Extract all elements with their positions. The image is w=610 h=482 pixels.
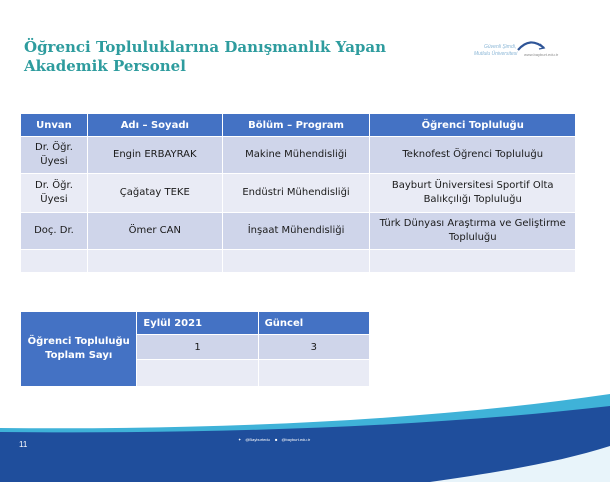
table-row [21, 213, 576, 250]
logo-url: www.bayburt.edu.tr [524, 52, 559, 57]
column-header-department: Bölüm – Program [222, 114, 370, 137]
advisors-table [20, 113, 576, 273]
cell-club: Türk Dünyası Araştırma ve Geliştirme Topluluğu [370, 213, 576, 250]
column-header-current: Güncel [258, 312, 369, 335]
cell-title: Dr. Öğr. Üyesi [21, 137, 88, 174]
column-header-club: Öğrenci Topluluğu [370, 114, 576, 137]
value-september-2021: 1 [137, 335, 258, 360]
table-row [21, 174, 576, 213]
table-row [21, 250, 576, 273]
cell-name: Ömer CAN [87, 213, 222, 250]
cell-department: İnşaat Mühendisliği [222, 213, 370, 250]
logo-line2: Mutlulu Üniversitesi [474, 51, 518, 57]
cell-club: Teknofest Öğrenci Topluluğu [370, 137, 576, 174]
cell-club [370, 250, 576, 273]
column-header-name: Adı – Soyadı [87, 114, 222, 137]
empty-cell [137, 360, 258, 387]
cell-title: Dr. Öğr. Üyesi [21, 174, 88, 213]
cell-department [222, 250, 370, 273]
column-header-title: Unvan [21, 114, 88, 137]
cell-name [87, 250, 222, 273]
university-logo [470, 38, 570, 66]
cell-club: Bayburt Üniversitesi Sportif Olta Balıkçılığı Topluluğu [370, 174, 576, 213]
logo-line1: Güvenli Şimdi, [484, 44, 517, 50]
facebook-handle[interactable]: @bayburt.edu.tr [281, 437, 311, 442]
table-header-row [21, 114, 576, 137]
count-header-row [21, 312, 370, 335]
cell-name: Çağatay TEKE [87, 174, 222, 213]
facebook-icon: ■ [275, 437, 278, 442]
page-number: 11 [19, 440, 28, 449]
cell-title: Doç. Dr. [21, 213, 88, 250]
slide-title: Öğrenci Topluluklarına Danışmanlık Yapan Akademik Personel [24, 38, 387, 75]
twitter-handle[interactable]: @Bayburtedu [245, 437, 270, 442]
cell-department: Makine Mühendisliği [222, 137, 370, 174]
row-header-total-clubs: Öğrenci Topluluğu Toplam Sayı [21, 312, 137, 387]
social-links [238, 437, 314, 442]
twitter-icon: ✦ [238, 437, 242, 442]
table-row [21, 137, 576, 174]
logo-arc-icon [516, 38, 546, 52]
cell-title [21, 250, 88, 273]
column-header-september-2021: Eylül 2021 [137, 312, 258, 335]
value-current: 3 [258, 335, 369, 360]
empty-cell [258, 360, 369, 387]
club-count-table [20, 311, 370, 387]
cell-name: Engin ERBAYRAK [87, 137, 222, 174]
cell-department: Endüstri Mühendisliği [222, 174, 370, 213]
